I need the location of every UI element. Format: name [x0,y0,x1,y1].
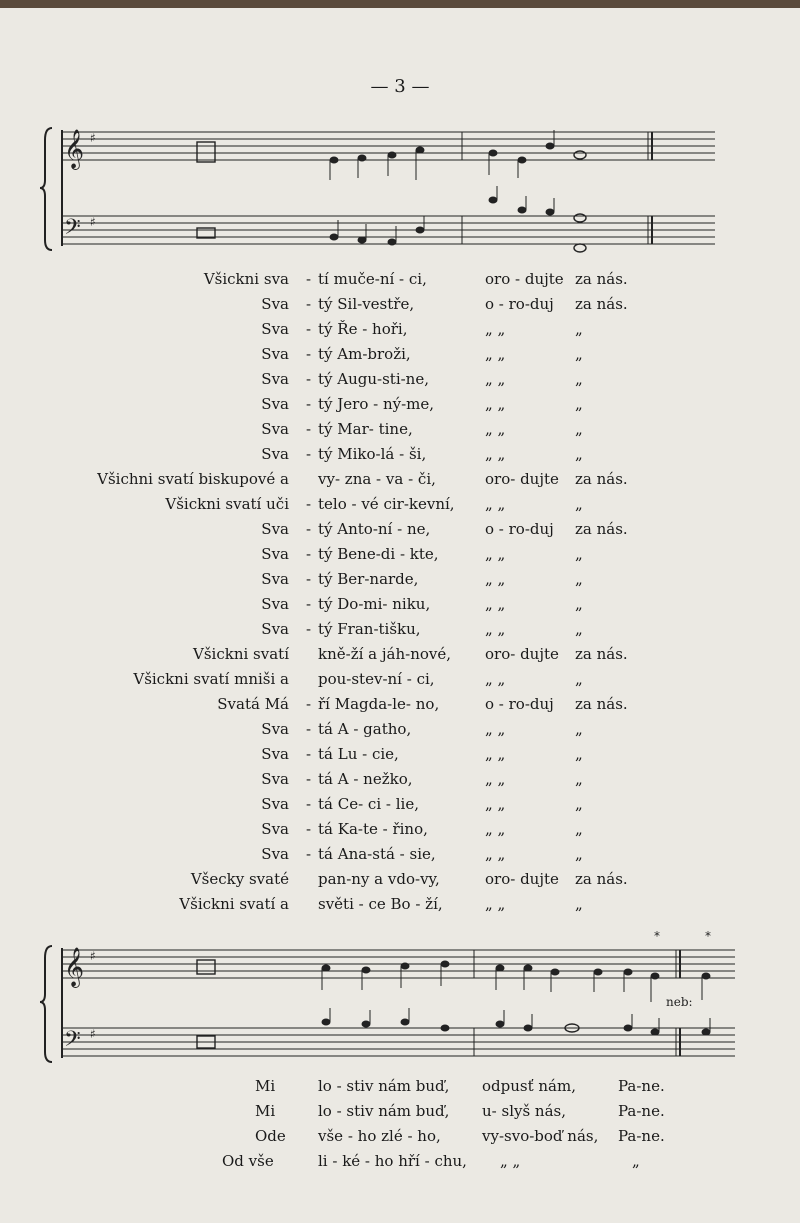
saint-name: telo - vé cir-kevní, [318,495,455,513]
saint-name: tá Ana-stá - sie, [318,845,436,863]
dash: - [306,745,312,763]
litany-line [0,892,800,916]
svg-text:𝄢: 𝄢 [64,1027,81,1057]
dash: - [306,320,312,338]
invocation: Sva [261,420,289,438]
response: „ „ [485,895,506,913]
response: oro - dujte [485,270,564,288]
response: „ „ [485,770,506,788]
litany-line [0,692,800,716]
closing-response: u- slyš nás, [482,1102,567,1120]
response-end: „ [575,370,583,388]
response: „ „ [485,345,506,363]
closing-end: Pa-ne. [618,1102,665,1120]
closing-end: Pa-ne. [618,1077,665,1095]
svg-text:*: * [705,929,711,943]
litany-line [0,317,800,341]
closing-start: Mi [255,1077,276,1095]
saint-name: tý Sil-vestře, [318,295,415,313]
litany-line [0,442,800,466]
invocation: Sva [261,445,289,463]
saint-name: tý Ře - hoři, [318,320,408,338]
response-end: „ [575,720,583,738]
saint-name: tý Mar- tine, [318,420,413,438]
closing-start: Mi [255,1102,276,1120]
response: „ „ [485,445,506,463]
saint-name: tý Fran-tišku, [318,620,421,638]
invocation: Všickni sva [203,270,289,288]
invocation: Sva [261,820,289,838]
response-end: za nás. [575,295,628,313]
neb-marking: neb: [666,995,693,1009]
litany-line [0,342,800,366]
response: oro- dujte [485,645,559,663]
svg-text:𝄢: 𝄢 [64,215,81,245]
response-end: „ [575,595,583,613]
response-end: „ [575,420,583,438]
litany-line [0,417,800,441]
saint-name: tý Do-mi- niku, [318,595,431,613]
invocation: Sva [261,595,289,613]
dash: - [306,795,312,813]
saint-name: tá Ka-te - řino, [318,820,428,838]
litany-line [0,542,800,566]
response: „ „ [485,795,506,813]
invocation: Všecky svaté [190,870,289,888]
invocation: Sva [261,295,289,313]
response-end: „ [575,795,583,813]
litany-line [0,667,800,691]
svg-text:𝄞: 𝄞 [64,129,85,169]
page-number: — 3 — [370,76,430,97]
response: „ „ [485,420,506,438]
litany-line [0,767,800,791]
response: „ „ [485,320,506,338]
closing-response: „ „ [500,1152,521,1170]
invocation: Sva [261,620,289,638]
response-end: za nás. [575,695,628,713]
response: o - ro-duj [485,520,554,538]
invocation: Sva [261,545,289,563]
closing-start: Od vše [222,1152,274,1170]
response-end: „ [575,620,583,638]
svg-text:♯: ♯ [90,949,96,963]
response-end: za nás. [575,520,628,538]
invocation: Sva [261,770,289,788]
litany-line [0,267,800,291]
invocation: Sva [261,395,289,413]
saint-name: tá A - gatho, [318,720,412,738]
litany-line [0,467,800,491]
litany-line [0,517,800,541]
dash: - [306,820,312,838]
svg-text:♯: ♯ [90,131,96,145]
saint-name: pou-stev-ní - ci, [318,670,435,688]
music-system-top [0,120,800,260]
dash: - [306,520,312,538]
saint-name: kně-ží a jáh-nové, [318,645,452,663]
closing-end: „ [632,1152,640,1170]
svg-text:♯: ♯ [90,215,96,229]
litany-line [0,742,800,766]
saint-name: tý Augu-sti-ne, [318,370,429,388]
response: „ „ [485,370,506,388]
closing-phrase: lo - stiv nám buď, [318,1077,450,1095]
dash: - [306,695,312,713]
svg-text:𝄞: 𝄞 [64,947,85,987]
closing-line [0,1124,800,1150]
dash: - [306,620,312,638]
dash: - [306,345,312,363]
litany-line [0,567,800,591]
invocation: Sva [261,845,289,863]
response-end: za nás. [575,270,628,288]
response: „ „ [485,720,506,738]
response: o - ro-duj [485,295,554,313]
closing-line [0,1149,800,1175]
response: „ „ [485,495,506,513]
dash: - [306,295,312,313]
response: oro- dujte [485,870,559,888]
saint-name: vy- zna - va - či, [318,470,436,488]
litany-line [0,617,800,641]
closing-line [0,1099,800,1125]
saint-name: ří Magda-le- no, [318,695,440,713]
response-end: „ [575,395,583,413]
litany-line [0,492,800,516]
dash: - [306,420,312,438]
invocation: Sva [261,520,289,538]
response: „ „ [485,820,506,838]
response-end: „ [575,845,583,863]
saint-name: tá A - nežko, [318,770,413,788]
response: „ „ [485,670,506,688]
response-end: „ [575,820,583,838]
dash: - [306,495,312,513]
invocation: Všickni svatí [193,645,289,663]
dash: - [306,770,312,788]
response: „ „ [485,595,506,613]
response: o - ro-duj [485,695,554,713]
saint-name: tá Ce- ci - lie, [318,795,419,813]
saint-name: tý Anto-ní - ne, [318,520,431,538]
invocation: Sva [261,345,289,363]
svg-text:♯: ♯ [90,1027,96,1041]
response-end: „ [575,545,583,563]
music-system-bottom [0,928,800,1070]
litany-line [0,592,800,616]
response-end: „ [575,320,583,338]
litany-line [0,292,800,316]
response-end: za nás. [575,645,628,663]
litany-line [0,792,800,816]
response: „ „ [485,395,506,413]
saint-name: tý Ber-narde, [318,570,419,588]
saint-name: tý Bene-di - kte, [318,545,439,563]
closing-phrase: lo - stiv nám buď, [318,1102,450,1120]
closing-start: Ode [255,1127,286,1145]
dash: - [306,370,312,388]
invocation: Sva [261,370,289,388]
litany-line [0,717,800,741]
response-end: „ [575,345,583,363]
svg-text:*: * [654,929,660,943]
response-end: za nás. [575,870,628,888]
closing-response: odpusť nám, [482,1077,576,1095]
response-end: „ [575,770,583,788]
litany-line [0,867,800,891]
invocation: Všickni svatí mniši a [133,670,289,688]
litany-line [0,642,800,666]
dash: - [306,445,312,463]
dash: - [306,570,312,588]
litany-line [0,842,800,866]
closing-end: Pa-ne. [618,1127,665,1145]
closing-response: vy-svo-boď nás, [482,1127,599,1145]
response-end: „ [575,445,583,463]
dash: - [306,595,312,613]
response-end: „ [575,670,583,688]
invocation: Sva [261,320,289,338]
closing-phrase: vše - ho zlé - ho, [318,1127,441,1145]
saint-name: tý Miko-lá - ši, [318,445,427,463]
response-end: „ [575,570,583,588]
saint-name: světi - ce Bo - ží, [318,895,443,913]
response: „ „ [485,570,506,588]
saint-name: tý Am-broži, [318,345,411,363]
page-top-edge [0,0,800,8]
response: „ „ [485,545,506,563]
saint-name: tí muče-ní - ci, [318,270,427,288]
response-end: „ [575,745,583,763]
invocation: Všickni svatí a [179,895,289,913]
dash: - [306,545,312,563]
dash: - [306,720,312,738]
response: „ „ [485,620,506,638]
invocation: Všichni svatí biskupové a [97,470,289,488]
response: „ „ [485,845,506,863]
invocation: Všickni svatí uči [165,495,289,513]
dash: - [306,270,312,288]
response-end: za nás. [575,470,628,488]
response: oro- dujte [485,470,559,488]
litany-line [0,392,800,416]
response-end: „ [575,495,583,513]
response-end: „ [575,895,583,913]
saint-name: pan-ny a vdo-vy, [318,870,440,888]
litany-line [0,817,800,841]
dash: - [306,395,312,413]
invocation: Svatá Má [217,695,289,713]
closing-phrase: li - ké - ho hří - chu, [318,1152,467,1170]
dash: - [306,845,312,863]
response: „ „ [485,745,506,763]
invocation: Sva [261,570,289,588]
saint-name: tý Jero - ný-me, [318,395,435,413]
litany-line [0,367,800,391]
saint-name: tá Lu - cie, [318,745,399,763]
invocation: Sva [261,745,289,763]
invocation: Sva [261,795,289,813]
invocation: Sva [261,720,289,738]
closing-line [0,1074,800,1100]
